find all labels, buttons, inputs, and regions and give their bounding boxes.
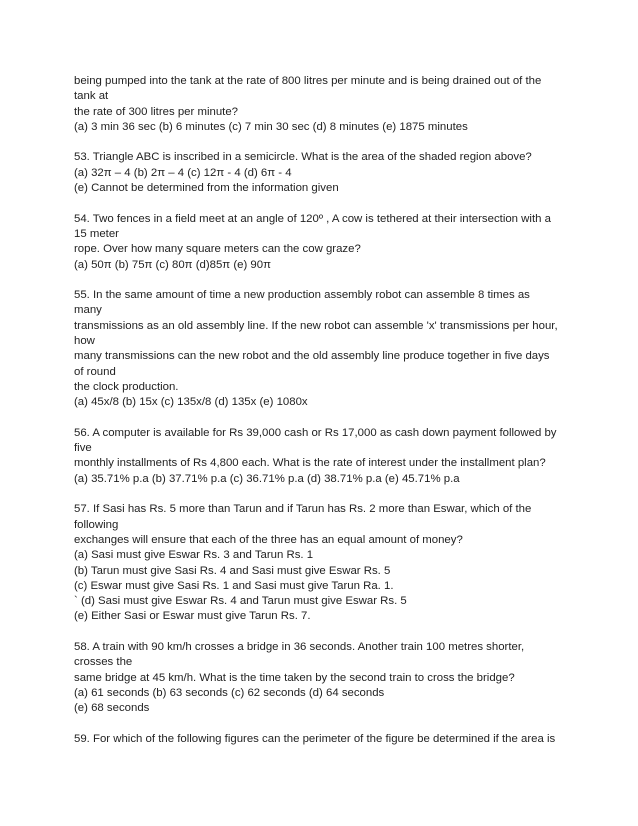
answer-option: (a) Sasi must give Eswar Rs. 3 and Tarun Rs. 1 [74,549,314,562]
answer-options: (a) 32π – 4 (b) 2π – 4 (c) 12π - 4 (d) 6π - 4 [74,166,292,179]
answer-option: (b) Tarun must give Sasi Rs. 4 and Sasi must give Eswar Rs. 5 [74,564,391,577]
question-text: 15 meter [74,227,119,240]
question-text: 59. For which of the following figures can the perimeter of the figure be determined if the area is [74,732,556,745]
question-text: five [74,442,92,455]
question-text: 56. A computer is available for Rs 39,000 cash or Rs 17,000 as cash down payment followed by [74,426,557,439]
question-text: rope. Over how many square meters can the cow graze? [74,243,361,256]
text-line: tank at [74,90,109,103]
answer-option: (e) Either Sasi or Eswar must give Tarun Rs. 7. [74,610,311,623]
question-55 [74,288,574,410]
question-54 [74,212,574,273]
question-text: crosses the [74,656,133,669]
answer-option: (c) Eswar must give Sasi Rs. 1 and Sasi must give Tarun Ra. 1. [74,579,394,592]
text-line: the rate of 300 litres per minute? [74,105,238,118]
question-text: monthly installments of Rs 4,800 each. What is the rate of interest under the installment plan? [74,457,546,470]
question-text: transmissions as an old assembly line. If the new robot can assemble 'x' transmissions per hour, [74,319,558,332]
question-text: 54. Two fences in a field meet at an angle of 120º , A cow is tethered at their intersection with a [74,212,551,225]
question-text: exchanges will ensure that each of the three has an equal amount of money? [74,533,463,546]
text-line: being pumped into the tank at the rate of 800 litres per minute and is being drained out of the [74,75,542,87]
question-57 [74,502,574,624]
answer-options: (e) Cannot be determined from the information given [74,182,339,195]
answer-options: (a) 61 seconds (b) 63 seconds (c) 62 seconds (d) 64 seconds [74,686,385,699]
question-52-continuation [74,74,574,135]
answer-options: (a) 3 min 36 sec (b) 6 minutes (c) 7 min 30 sec (d) 8 minutes (e) 1875 minutes [74,120,468,133]
question-text: 55. In the same amount of time a new production assembly robot can assemble 8 times as [74,289,530,302]
question-text: following [74,518,119,531]
question-text: of round [74,365,116,378]
question-text: many transmissions can the new robot and the old assembly line produce together in five days [74,350,550,363]
question-text: many [74,304,102,317]
answer-options: (a) 35.71% p.a (b) 37.71% p.a (c) 36.71% p.a (d) 38.71% p.a (e) 45.71% p.a [74,472,460,485]
question-text: 53. Triangle ABC is inscribed in a semicircle. What is the area of the shaded region above? [74,151,532,164]
question-59 [74,732,574,747]
question-text: the clock production. [74,380,179,393]
question-53 [74,150,574,196]
question-56 [74,426,574,487]
question-text: 57. If Sasi has Rs. 5 more than Tarun and if Tarun has Rs. 2 more than Eswar, which of the [74,503,532,516]
question-text: how [74,335,95,348]
question-58 [74,640,574,716]
answer-options: (e) 68 seconds [74,702,150,715]
question-text: same bridge at 45 km/h. What is the time taken by the second train to cross the bridge? [74,671,515,684]
answer-options: (a) 50π (b) 75π (c) 80π (d)85π (e) 90π [74,258,271,271]
document-body [74,74,574,762]
question-text: 58. A train with 90 km/h crosses a bridge in 36 seconds. Another train 100 metres shorter, [74,640,525,653]
answer-options: (a) 45x/8 (b) 15x (c) 135x/8 (d) 135x (e) 1080x [74,396,308,409]
answer-option: ` (d) Sasi must give Eswar Rs. 4 and Tarun must give Eswar Rs. 5 [74,595,407,608]
